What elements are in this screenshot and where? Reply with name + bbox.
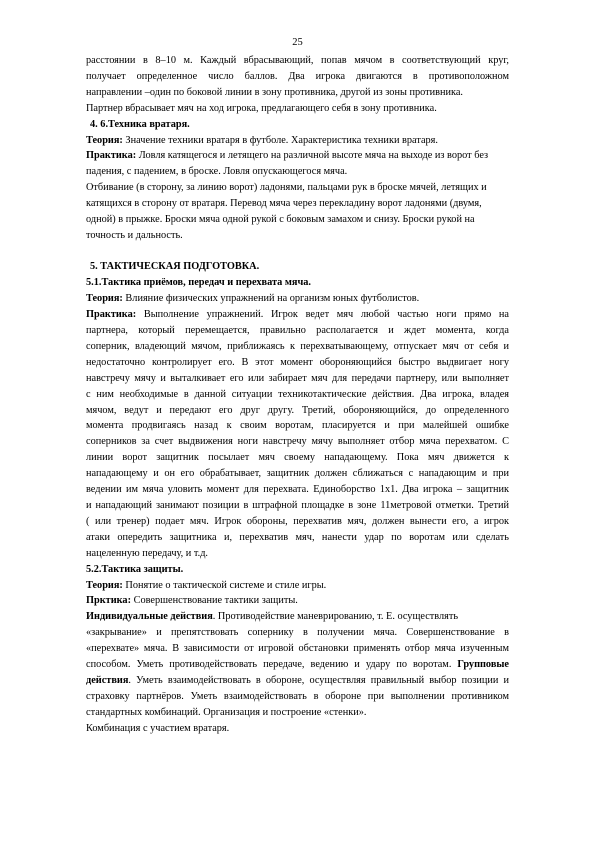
text-run: точность и дальность.	[86, 229, 183, 241]
text-line	[86, 291, 509, 307]
bold-text: 4. 6.Техника вратаря.	[90, 118, 190, 130]
text-run: одной) в прыжке. Броски мяча одной рукой с боковым замахом и снизу. Броски рукой на	[86, 214, 475, 226]
text-run: расстоянии в 8–10 м. Каждый вбрасывающий, попав мячом в соответствующий круг,	[86, 55, 509, 66]
text-line	[86, 355, 509, 371]
text-run: недостаточно контролирует его. В этот момент обороняющийся быстро выдвигает ногу	[86, 356, 509, 368]
text-line	[86, 259, 509, 275]
text-run: нацеленную передачу, и т.д.	[86, 547, 209, 559]
text-run: соперников за счет выдвижения ноги навстречу мячу выполняет отбор мяча перехватом. С	[86, 436, 509, 448]
text-line	[86, 164, 509, 180]
text-line	[86, 117, 509, 133]
text-line	[86, 196, 509, 212]
bold-text: Групповые	[457, 659, 509, 671]
bold-text: Теория:	[86, 134, 123, 146]
text-run: партнера, который перемещается, правильно располагается и ждет момента, когда	[86, 325, 509, 336]
text-run: Отбивание (в сторону, за линию ворот) ладонями, пальцами рук в броске мячей, летящих и	[86, 182, 487, 194]
text-line	[86, 275, 509, 291]
bold-text: действия	[86, 674, 129, 686]
text-run: Понятие о тактической системе и стиле игры.	[122, 579, 327, 591]
text-line	[86, 546, 509, 562]
text-run: «закрывание» и препятствовать сопернику в получении мяча. Совершенствование в	[86, 627, 509, 639]
text-line	[86, 387, 509, 403]
text-line	[86, 689, 509, 705]
text-line	[86, 148, 509, 164]
text-line	[86, 85, 509, 101]
text-run: Партнер вбрасывает мяч на ход игрока, предлагающего себя в зону противника.	[86, 102, 437, 114]
text-line	[86, 69, 509, 85]
text-line	[86, 307, 509, 323]
bold-text: Прктика:	[86, 595, 132, 607]
text-line	[86, 530, 509, 546]
bold-text: Теория:	[86, 579, 123, 591]
text-run: получает определенное число баллов. Два игрока двигаются в противоположном	[86, 70, 509, 82]
text-run: навстречу мячу и выталкивает его или забирает мяч для передачи партнеру, или выполняет	[86, 372, 509, 384]
paragraph-gap	[86, 244, 509, 260]
text-run: стандартных комбинаций. Организация и построение «стенки».	[86, 706, 367, 718]
text-line	[86, 609, 509, 625]
text-line	[86, 180, 509, 196]
text-run: . Уметь взаимодействовать в обороне, осуществляя правильный выбор позиции и	[128, 674, 509, 686]
bold-text: 5. ТАКТИЧЕСКАЯ ПОДГОТОВКА.	[90, 261, 260, 273]
text-run: Значение техники вратаря в футболе. Характеристика техники вратаря.	[122, 134, 438, 146]
text-run: падения, с падением, в броске. Ловля опускающегося мяча.	[86, 166, 348, 178]
text-run: ведении им мяча уловить момент для перехвата. Единоборство 1х1. Два игрока – защитник	[86, 484, 509, 496]
text-line	[86, 466, 509, 482]
text-run: Ловля катящегося и летящего на различной высоте мяча на выходе из ворот без	[136, 150, 489, 162]
text-run: Совершенствование тактики защиты.	[131, 595, 298, 607]
bold-text: Практика:	[86, 309, 137, 321]
text-line	[86, 562, 509, 578]
text-line	[86, 133, 509, 149]
text-run: катящихся в сторону от вратаря. Перевод мяча через перекладину ворот ладонями (двумя,	[86, 198, 482, 210]
text-line	[86, 498, 509, 514]
text-line	[86, 657, 509, 673]
bold-text: Практика:	[86, 150, 137, 162]
text-line	[86, 514, 509, 530]
text-line	[86, 705, 509, 721]
text-run: линии ворот защитник посылает мяч своему нападающему. Пока мяч движется к	[86, 452, 509, 464]
bold-text: 5.2.Тактика защиты.	[86, 563, 184, 575]
text-line	[86, 434, 509, 450]
text-line	[86, 212, 509, 228]
bold-text: 5.1.Тактика приёмов, передач и перехвата мяча.	[86, 277, 311, 289]
text-run: Влияние физических упражнений на организм юных футболистов.	[122, 293, 420, 305]
text-line	[86, 339, 509, 355]
text-run: соперник, владеющий мячом, приближаясь к перехватывающему, отпускает мяч от себя и	[86, 340, 509, 352]
text-run: способом. Уметь противодействовать передаче, ведению и удару по воротам.	[86, 659, 458, 671]
text-line	[86, 371, 509, 387]
text-run: . Противодействие маневрированию, т. Е. осуществлять	[212, 611, 459, 623]
text-line	[86, 101, 509, 117]
bold-text: Индивидуальные действия	[86, 611, 213, 623]
text-line	[86, 721, 509, 737]
text-run: момента продвигаясь назад к своим воротам, пласируется и при малейшей ошибке	[86, 420, 509, 432]
text-run: направлении –один по боковой линии в зону противника, другой из зоны противника.	[86, 86, 463, 98]
text-run: и нападающий занимают позиции в штрафной площадке в зоне 11метровой отметки. Третий	[86, 499, 509, 511]
text-run: Выполнение упражнений. Игрок ведет мяч любой частью ноги прямо на	[136, 309, 509, 321]
text-run: атаки опередить защитника и, перехватив мяч, нанести удар по воротам или сделать	[86, 531, 509, 543]
text-line	[86, 228, 509, 244]
text-line	[86, 403, 509, 419]
text-run: нападающему и он его обрабатывает, защитник должен сближаться с нападающим и при	[86, 468, 509, 480]
text-run: Комбинация с участием вратаря.	[86, 722, 230, 734]
text-run: ( или тренер) подает мяч. Игрок обороны, перехватив мяч, должен вынести его, а игрок	[86, 515, 509, 527]
text-run: с ним необходимые в данной ситуации техникотактические действия. Два игрока, владея	[86, 388, 509, 400]
text-run: «перехвате» мяча. В зависимости от игровой обстановки применять отбор мяча изученным	[86, 643, 509, 655]
text-line	[86, 578, 509, 594]
text-line	[86, 450, 509, 466]
bold-text: Теория:	[86, 293, 123, 305]
text-line	[86, 625, 509, 641]
text-line	[86, 593, 509, 609]
text-line	[86, 323, 509, 339]
page-number: 25	[292, 37, 303, 48]
text-line	[86, 641, 509, 657]
text-line	[86, 673, 509, 689]
text-run: страховку партнёров. Уметь взаимодействовать в обороне при выполнении противником	[86, 690, 509, 702]
text-line	[86, 482, 509, 498]
page-body	[86, 53, 509, 737]
text-line	[86, 53, 509, 69]
text-line	[86, 418, 509, 434]
text-run: мячом, ведут и передают его друг другу. Третий, обороняющийся, до определенного	[86, 404, 509, 416]
